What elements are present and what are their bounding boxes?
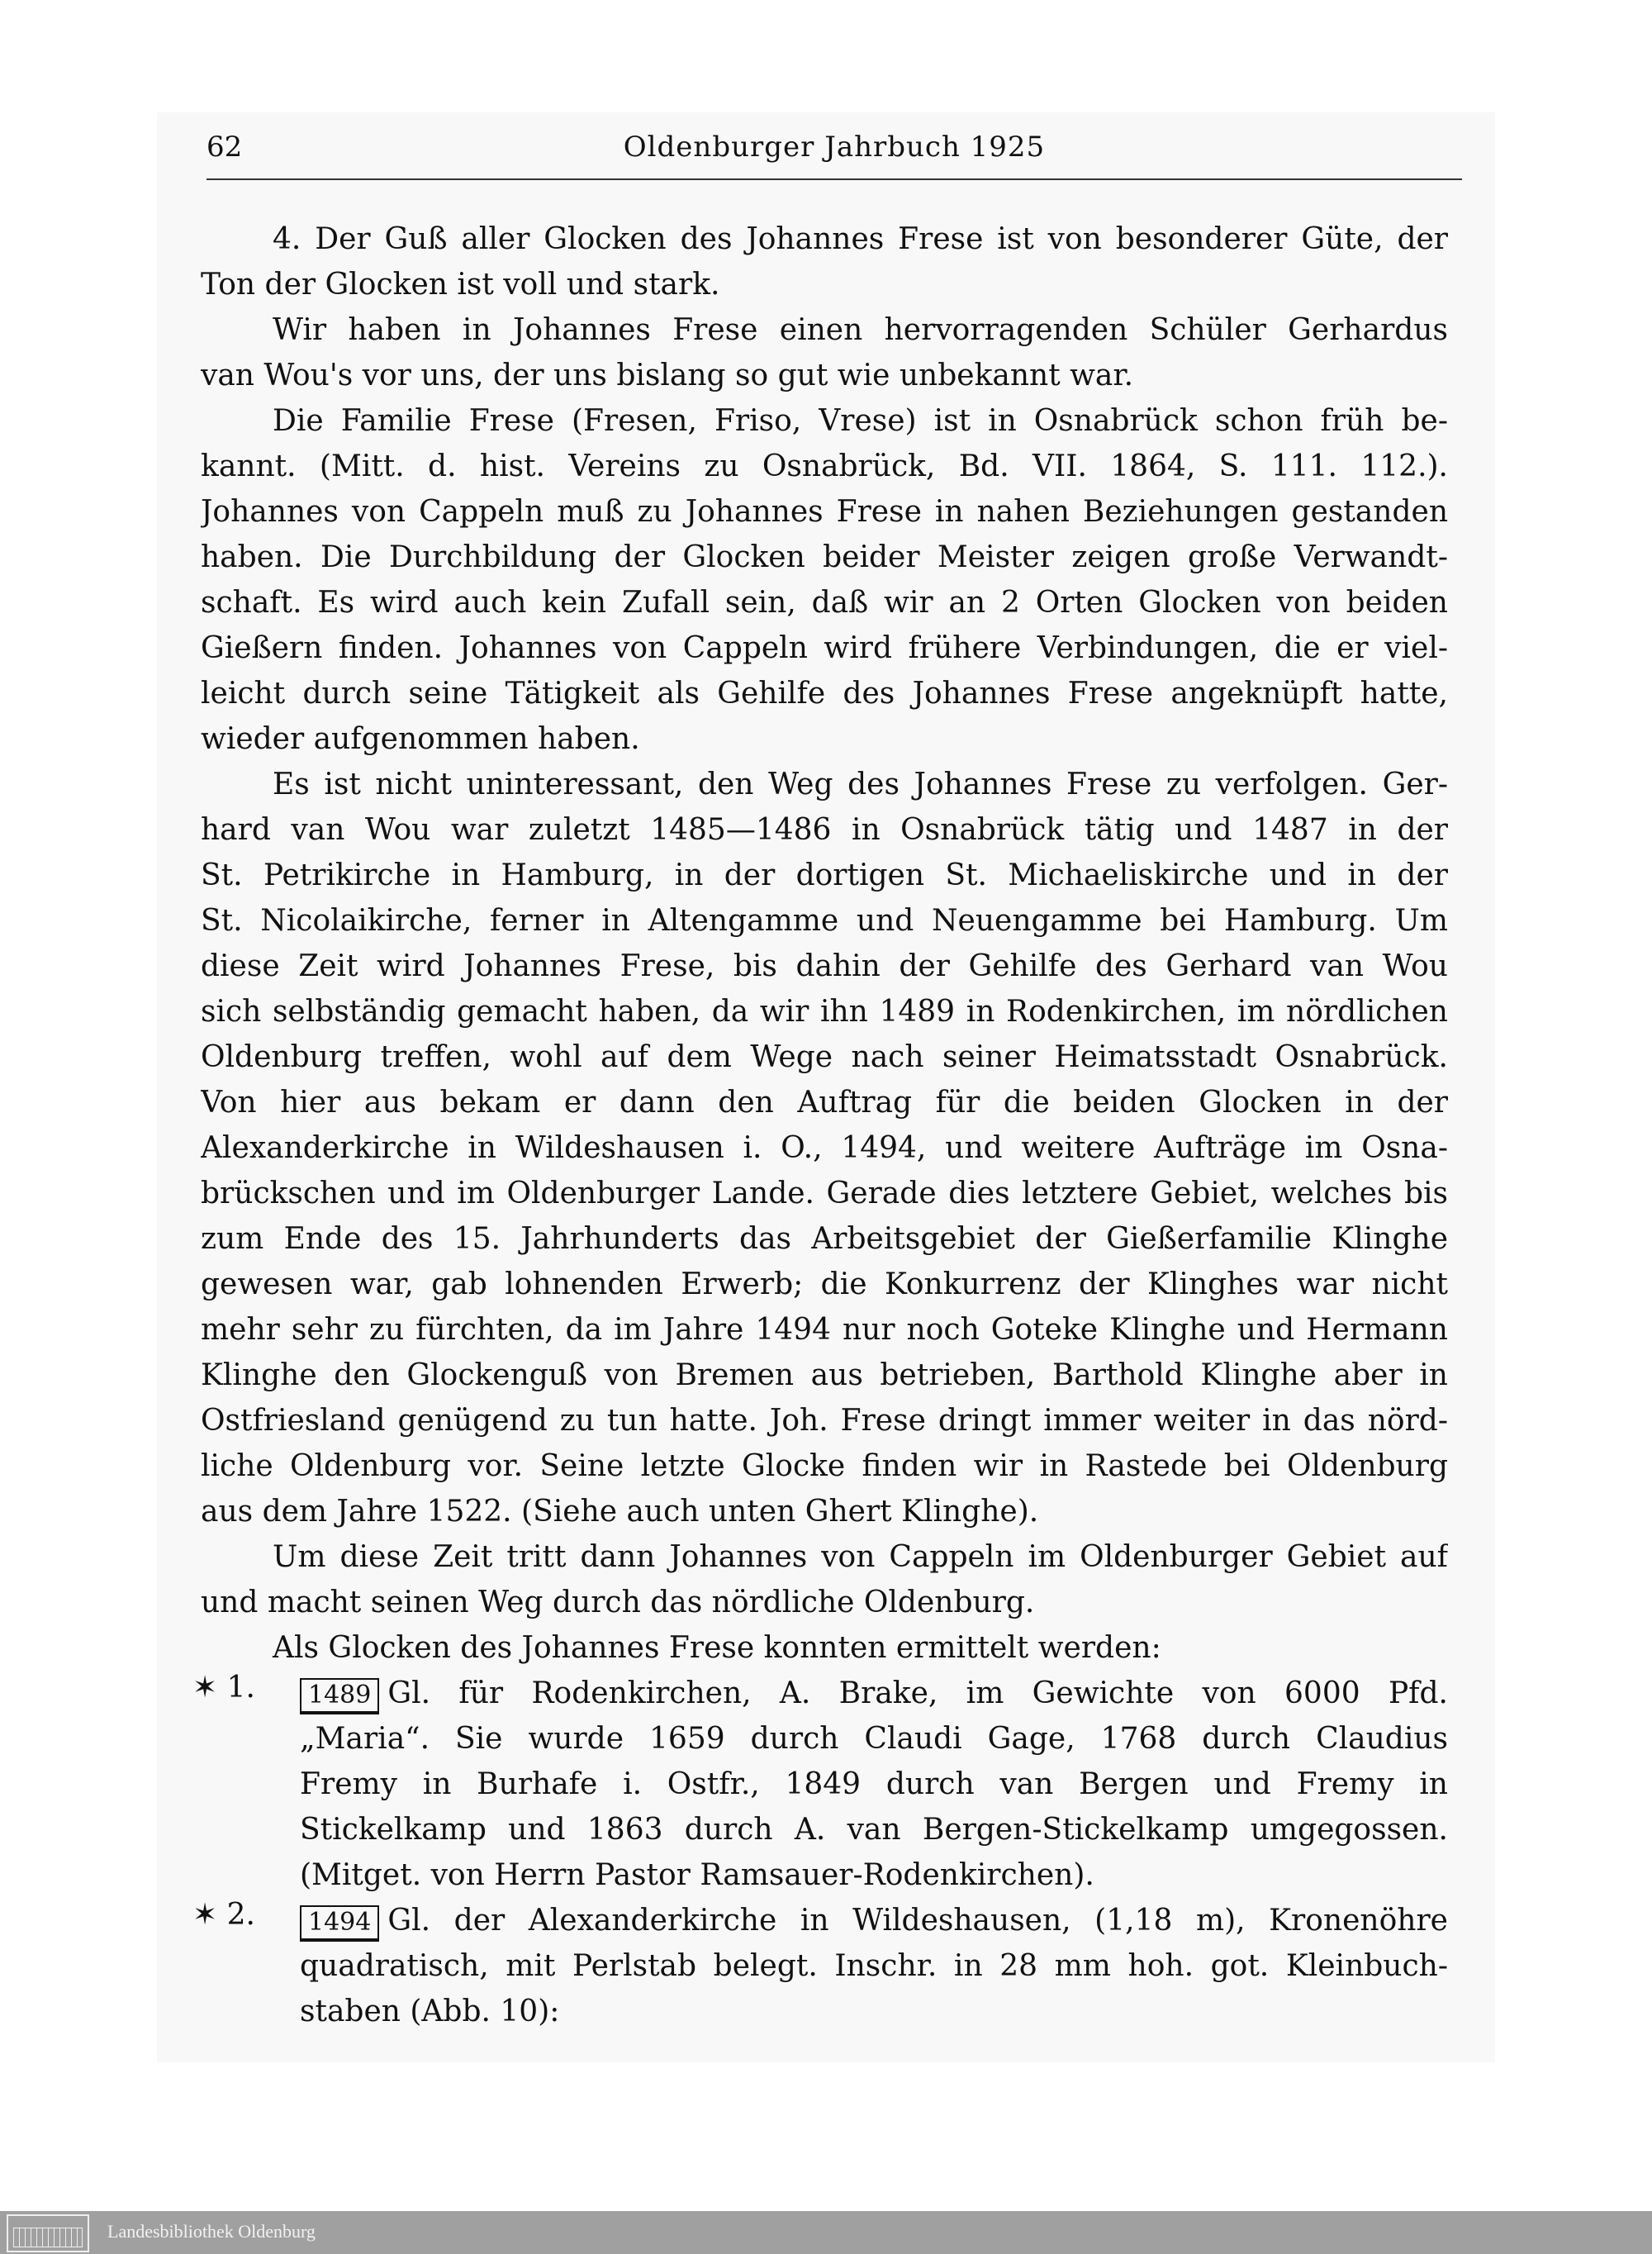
text-line: Um diese Zeit tritt dann Johannes von Cappeln im Oldenburger Gebiet auf [273, 1540, 1448, 1574]
text-line: und macht seinen Weg durch das nördliche Oldenburg. [201, 1586, 1035, 1619]
star-icon: ✶ [192, 1671, 218, 1705]
item-text: Gl. der Alexanderkirche in Wildeshausen, (1,18 m), Kronenöhre [387, 1904, 1448, 1938]
item-text: Gl. für Rodenkirchen, A. Brake, im Gewichte von 6000 Pfd. [387, 1676, 1448, 1710]
text-line: Stickelkamp und 1863 durch A. van Bergen-Stickelkamp umgegossen. [300, 1813, 1448, 1847]
text-line: 4. Der Guß aller Glocken des Johannes Frese ist von besonderer Güte, der [273, 222, 1448, 256]
text-line: staben (Abb. 10): [300, 1995, 560, 2028]
item-number: 2. [226, 1898, 255, 1932]
text-line: wieder aufgenommen haben. [201, 722, 640, 756]
body-text [192, 216, 1448, 2034]
footer-bar [0, 2211, 1652, 2254]
year-box: 1489 [300, 1678, 379, 1714]
paragraph [201, 1625, 1448, 1671]
text-line: Ostfriesland genügend zu tun hatte. Joh. Frese dringt immer weiter in das nörd- [201, 1404, 1448, 1438]
text-line: quadratisch, mit Perlstab belegt. Inschr. in 28 mm hoh. got. Kleinbuch- [300, 1949, 1448, 1983]
text-line: (Mitget. von Herrn Pastor Ramsauer-Rodenkirchen). [300, 1858, 1094, 1892]
text-line: „Maria“. Sie wurde 1659 durch Claudi Gage, 1768 durch Claudius [300, 1722, 1448, 1756]
text-line: haben. Die Durchbildung der Glocken beider Meister zeigen große Verwandt- [201, 540, 1448, 574]
paragraph [201, 398, 1448, 762]
text-line [201, 1898, 1448, 1943]
text-line: Wir haben in Johannes Frese einen hervorragenden Schüler Gerhardus [273, 313, 1448, 347]
page-number: 62 [206, 131, 243, 164]
text-line: schaft. Es wird auch kein Zufall sein, daß wir an 2 Orten Glocken von beiden [201, 586, 1448, 620]
text-line: Fremy in Burhafe i. Ostfr., 1849 durch van Bergen und Fremy in [300, 1767, 1448, 1801]
paragraph [201, 762, 1448, 1534]
text-line: kannt. (Mitt. d. hist. Vereins zu Osnabrück, Bd. VII. 1864, S. 111. 112.). [201, 449, 1448, 483]
text-line: gewesen war, gab lohnenden Erwerb; die Konkurrenz der Klinghes war nicht [201, 1267, 1448, 1301]
text-line [201, 1671, 1448, 1716]
text-line: brückschen und im Oldenburger Lande. Gerade dies letztere Gebiet, welches bis [201, 1177, 1448, 1210]
library-building-logo-icon [7, 2214, 89, 2252]
item-number: 1. [226, 1671, 255, 1705]
text-line: aus dem Jahre 1522. (Siehe auch unten Ghert Klinghe). [201, 1495, 1039, 1529]
item-marker [192, 1898, 255, 1932]
text-line: Oldenburg treffen, wohl auf dem Wege nach seiner Heimatsstadt Osnabrück. [201, 1040, 1448, 1074]
text-line: sich selbständig gemacht haben, da wir ihn 1489 in Rodenkirchen, im nördlichen [201, 995, 1448, 1029]
text-line: hard van Wou war zuletzt 1485—1486 in Osnabrück tätig und 1487 in der [201, 813, 1448, 847]
year-box: 1494 [300, 1905, 379, 1942]
text-line: diese Zeit wird Johannes Frese, bis dahin der Gehilfe des Gerhard van Wou [201, 949, 1448, 983]
text-line: zum Ende des 15. Jahrhunderts das Arbeitsgebiet der Gießerfamilie Klinghe [201, 1222, 1448, 1256]
text-line: leicht durch seine Tätigkeit als Gehilfe des Johannes Frese angeknüpft hatte, [201, 677, 1448, 711]
star-icon: ✶ [192, 1898, 218, 1932]
footer-label: Landesbibliothek Oldenburg [107, 2221, 316, 2242]
document-page [157, 112, 1495, 2062]
text-line: Klinghe den Glockenguß von Bremen aus betrieben, Barthold Klinghe aber in [201, 1358, 1448, 1392]
running-header [206, 131, 1462, 172]
text-line: St. Petrikirche in Hamburg, in der dortigen St. Michaeliskirche und in der [201, 858, 1448, 892]
paragraph [201, 307, 1448, 398]
paragraph [201, 216, 1448, 307]
text-line: Als Glocken des Johannes Frese konnten ermittelt werden: [273, 1631, 1161, 1665]
paragraph [201, 1534, 1448, 1625]
list-item [192, 1898, 1448, 2034]
list-item [192, 1671, 1448, 1898]
text-line: mehr sehr zu fürchten, da im Jahre 1494 nur noch Goteke Klinghe und Hermann [201, 1313, 1448, 1347]
journal-title: Oldenburger Jahrbuch 1925 [623, 131, 1046, 164]
text-line: Die Familie Frese (Fresen, Friso, Vrese) ist in Osnabrück schon früh be- [273, 404, 1448, 438]
header-rule [206, 178, 1462, 180]
text-line: liche Oldenburg vor. Seine letzte Glocke finden wir in Rastede bei Oldenburg [201, 1449, 1448, 1483]
text-line: Johannes von Cappeln muß zu Johannes Frese in nahen Beziehungen gestanden [201, 495, 1448, 529]
text-line: Gießern finden. Johannes von Cappeln wird frühere Verbindungen, die er viel- [201, 631, 1448, 665]
text-line: Es ist nicht uninteressant, den Weg des Johannes Frese zu verfolgen. Ger- [273, 768, 1448, 801]
text-line: Von hier aus bekam er dann den Auftrag für die beiden Glocken in der [201, 1086, 1448, 1120]
text-line: St. Nicolaikirche, ferner in Altengamme und Neuengamme bei Hamburg. Um [201, 904, 1448, 938]
text-line: Ton der Glocken ist voll und stark. [201, 268, 720, 302]
text-line: Alexanderkirche in Wildeshausen i. O., 1494, und weitere Aufträge im Osna- [201, 1131, 1448, 1165]
item-marker [192, 1671, 255, 1705]
text-line: van Wou's vor uns, der uns bislang so gut wie unbekannt war. [201, 359, 1134, 392]
